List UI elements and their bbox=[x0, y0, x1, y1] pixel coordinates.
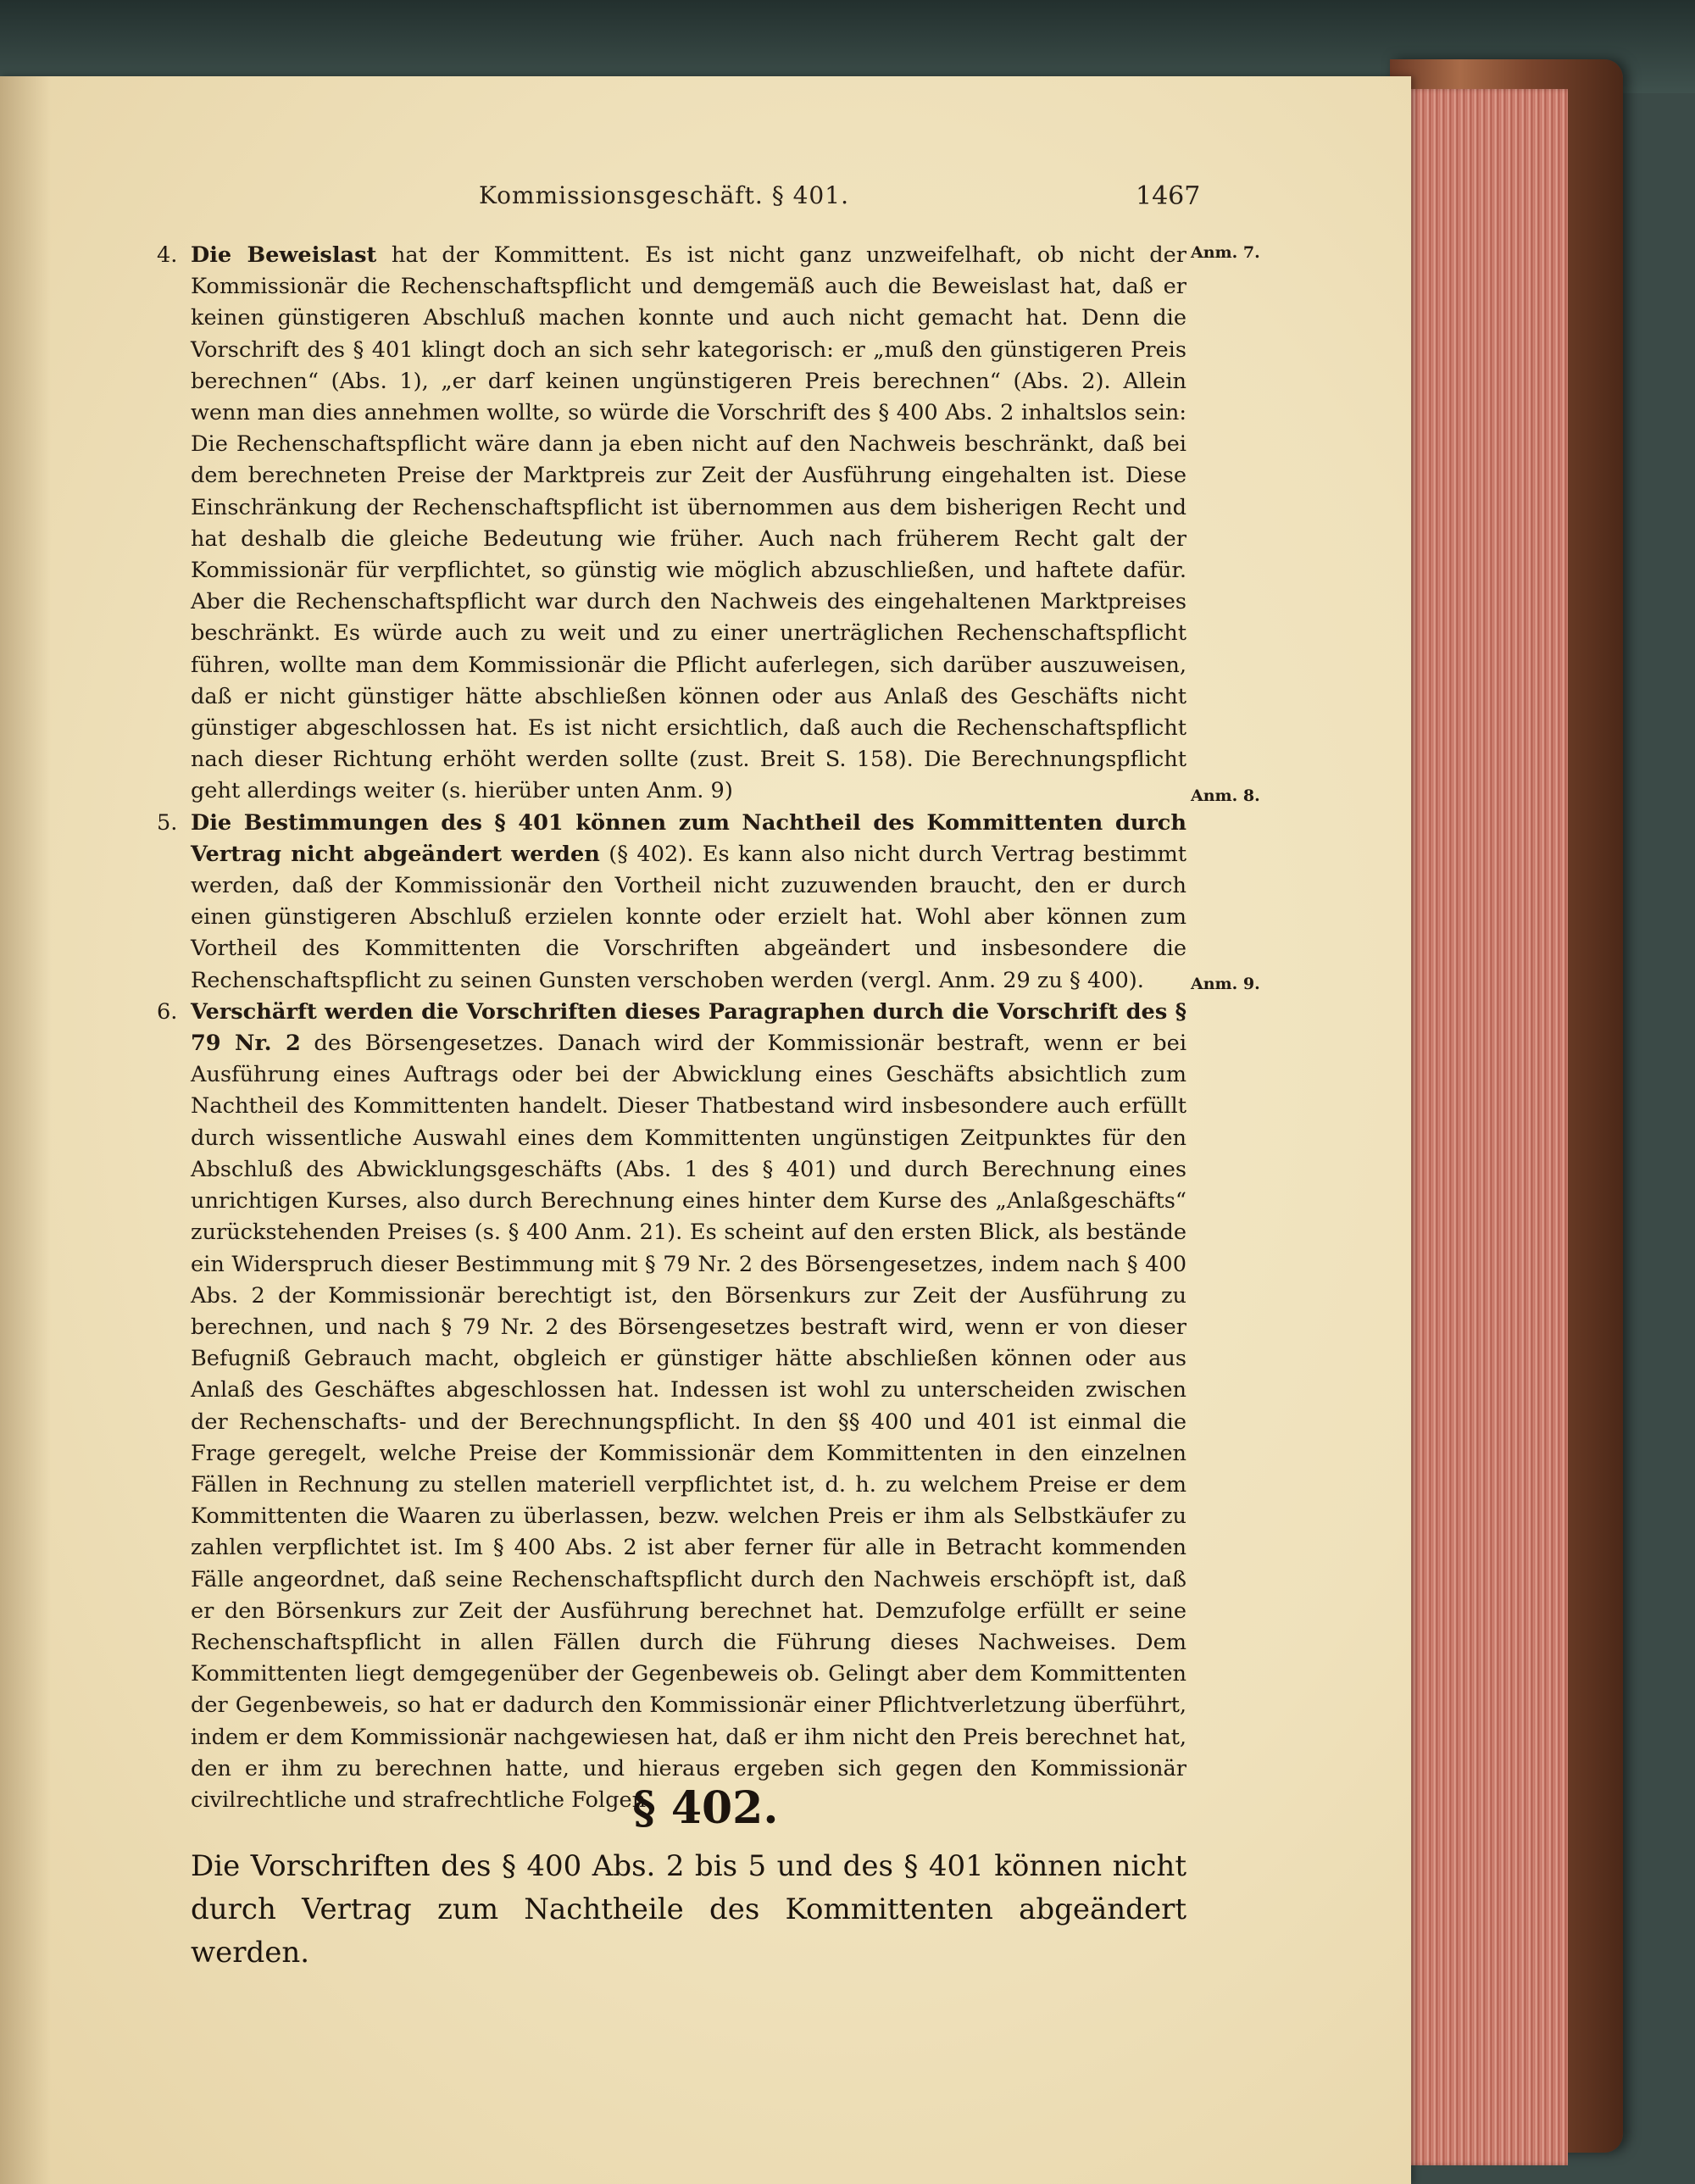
margin-note: Anm. 8. bbox=[1191, 786, 1260, 805]
margin-note: Anm. 9. bbox=[1191, 975, 1260, 993]
paragraph-text: (§ 402). Es kann also nicht durch Vertrag bestimmt werden, daß der Kommissionär den Vortheil nicht zuzuwenden braucht, den er durch einen günstigeren Abschluß erzielen konnte oder erzielt hat. Wohl aber können zum Vortheil des Kommittenten die Vorschriften abgeändert und insbesondere die Rechenschaftspflicht zu seinen Gunsten verschoben werden (vergl. Anm. 29 zu § 400). bbox=[191, 841, 1186, 993]
page-edges bbox=[1398, 89, 1568, 2165]
commentary-paragraph bbox=[136, 808, 1186, 997]
paragraph-number: 5. bbox=[157, 809, 178, 836]
commentary-paragraph bbox=[136, 997, 1186, 1816]
gutter-shadow bbox=[0, 76, 51, 2184]
paragraph-lead: Verschärft werden die Vorschriften dieses Paragraphen durch die Vorschrift des § 79 Nr. 2 bbox=[191, 998, 1186, 1057]
commentary-paragraph bbox=[136, 240, 1186, 808]
paragraph-number: 4. bbox=[157, 242, 178, 268]
paragraph-text: des Börsengesetzes. Danach wird der Kommissionär bestraft, wenn er bei Ausführung eines Auftrags oder bei der Abwicklung eines Geschäfts absichtlich zum Nachtheil des Kommittenten handelt. Dieser Thatbestand wird insbesondere auch erfüllt durch wissentliche Auswahl eines dem Kommittenten ungünstigen Zeitpunktes für den Abschluß des Abwicklungsgeschäfts (Abs. 1 des § 401) und durch Berechnung eines unrichtigen Kurses, also durch Berechnung eines hinter dem Kurse des „Anlaßgeschäfts“ zurückstehenden Preises (s. § 400 Anm. 21). Es scheint auf den ersten Blick, als bestände ein Widerspruch dieser Bestimmung mit § 79 Nr. 2 des Börsengesetzes, indem nach § 400 Abs. 2 der Kommissionär berechtigt ist, den Börsenkurs zur Zeit der Ausführung zu berechnen, und nach § 79 Nr. 2 des Börsengesetzes bestraft wird, wenn er von dieser Befugniß Gebrauch macht, obgleich er günstiger hätte abschließen können oder aus Anlaß des Geschäftes abgeschlossen hat. Indessen ist wohl zu unterscheiden zwischen der Rechenschafts- und der Berechnungspflicht. In den §§ 400 und 401 ist einmal die Frage geregelt, welche Preise der Kommissionär dem Kommittenten in den einzelnen Fällen in Rechnung zu stellen materiell verpflichtet ist, d. h. zu welchem Preise er dem Kommittenten die Waaren zu überlassen, bezw. welchen Preis er ihm als Selbstkäufer zu zahlen verpflichtet ist. Im § 400 Abs. 2 ist aber ferner für alle in Betracht kommenden Fälle angeordnet, daß seine Rechenschaftspflicht durch den Nachweis erschöpft ist, daß er den Börsenkurs zur Zeit der Ausführung berechnet hat. Demzufolge erfüllt er seine Rechenschaftspflicht in allen Fällen durch die Führung dieses Nachweises. Dem Kommittenten liegt demgegenüber der Gegenbeweis ob. Gelingt aber dem Kommittenten der Gegenbeweis, so hat er dadurch den Kommissionär einer Pflichtverletzung überführt, indem er dem Kommissionär nachgewiesen hat, daß er ihm nicht den Preis berechnet hat, den er ihm zu berechnen hatte, und hieraus ergeben sich gegen den Kommissionär civilrechtliche und strafrechtliche Folgen. bbox=[191, 1031, 1187, 1813]
paragraph-number: 6. bbox=[157, 998, 178, 1025]
statute-text: Die Vorschriften des § 400 Abs. 2 bis 5 und des § 401 können nicht durch Vertrag zum Nachtheile des Kommittenten abgeändert werden. bbox=[191, 1849, 1186, 1970]
paragraph-text: hat der Kommittent. Es ist nicht ganz unzweifelhaft, ob nicht der Kommissionär die Rechenschaftspflicht und demgemäß auch die Beweislast hat, daß er keinen günstigeren Abschluß machen konnte und auch nicht gemacht hat. Denn die Vorschrift des § 401 klingt doch an sich sehr kategorisch: er „muß den günstigeren Preis berechnen“ (Abs. 1), „er darf keinen ungünstigeren Preis berechnen“ (Abs. 2). Allein wenn man dies annehmen wollte, so würde die Vorschrift des § 400 Abs. 2 inhaltslos sein: Die Rechenschaftspflicht wäre dann ja eben nicht auf den Nachweis beschränkt, daß bei dem berechneten Preise der Marktpreis zur Zeit der Ausführung eingehalten ist. Diese Einschränkung der Rechenschaftspflicht ist übernommen aus dem bisherigen Recht und hat deshalb die gleiche Bedeutung wie früher. Auch nach früherem Recht galt der Kommissionär für verpflichtet, so günstig wie möglich abzuschließen, und haftete dafür. Aber die Rechenschaftspflicht war durch den Nachweis des eingehaltenen Marktpreises beschränkt. Es würde auch zu weit und zu einer unerträglichen Rechenschaftspflicht führen, wollte man dem Kommissionär die Pflicht auferlegen, sich darüber auszuweisen, daß er nicht günstiger hätte abschließen können oder aus Anlaß des Geschäfts nicht günstiger abgeschlossen hat. Es ist nicht ersichtlich, daß auch die Rechenschaftspflicht nach dieser Richtung erhöht werden sollte (zust. Breit S. 158). Die Berechnungspflicht geht allerdings weiter (s. hierüber unten Anm. 9) bbox=[191, 242, 1186, 804]
paragraph-lead: Die Bestimmungen des § 401 können zum Nachtheil des Kommittenten durch Vertrag nicht abgeändert werden bbox=[191, 809, 1186, 867]
running-title: Kommissionsgeschäft. § 401. bbox=[479, 181, 849, 209]
page-number: 1467 bbox=[1136, 181, 1201, 211]
commentary-body bbox=[136, 240, 1186, 1816]
paragraph-lead: Die Beweislast bbox=[191, 242, 377, 268]
margin-note: Anm. 7. bbox=[1191, 243, 1260, 262]
section-heading: § 402. bbox=[632, 1782, 779, 1834]
running-header bbox=[0, 178, 1411, 220]
